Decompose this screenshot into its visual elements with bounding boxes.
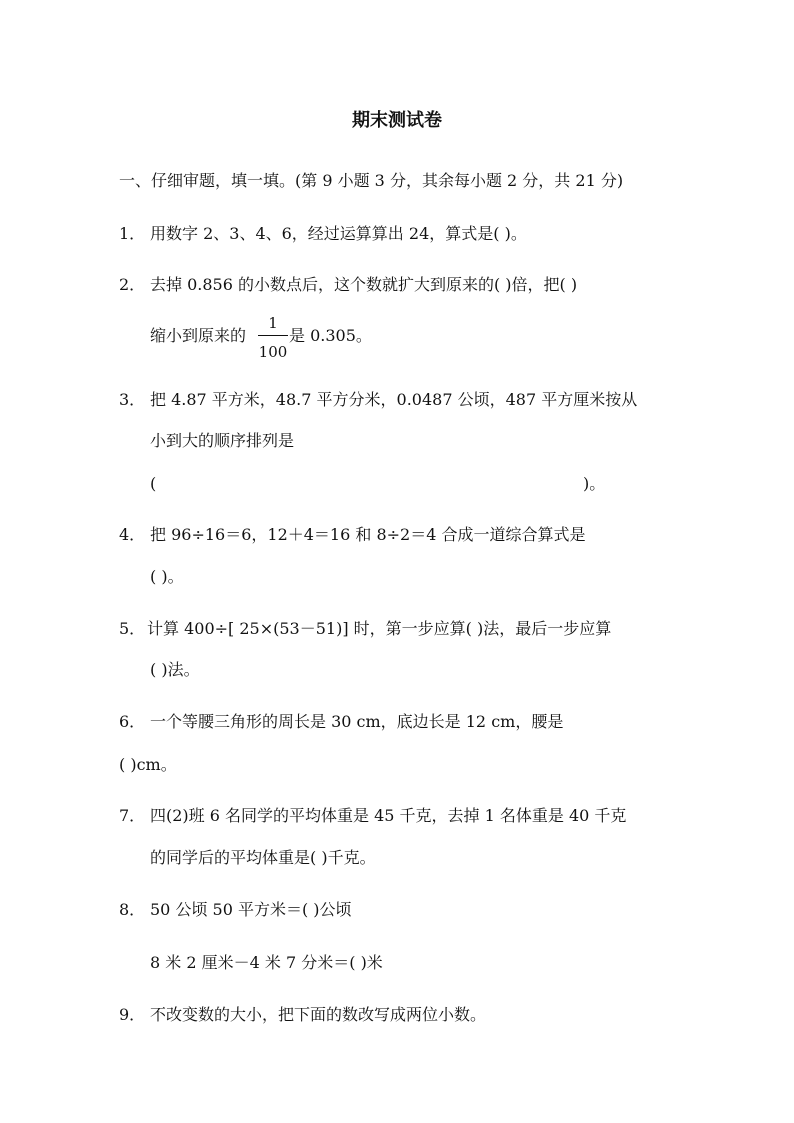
question-text: ( )。 <box>150 567 184 586</box>
question-text: 把 4.87 平方米，48.7 平方分米，0.0487 公顷，487 平方厘米按从 <box>150 390 638 409</box>
question-text: 四(2)班 6 名同学的平均体重是 45 千克，去掉 1 名体重是 40 千克 <box>150 806 627 825</box>
question-text: 一个等腰三角形的周长是 30 cm，底边长是 12 cm，腰是 <box>150 712 564 731</box>
question-text: 的同学后的平均体重是( )千克。 <box>150 848 376 867</box>
question-text: 把 96÷16＝6，12＋4＝16 和 8÷2＝4 合成一道综合算式是 <box>150 525 586 544</box>
question-text: 小到大的顺序排列是 <box>150 431 295 450</box>
question-number: 6． <box>119 712 146 731</box>
question-number: 8． <box>119 900 146 919</box>
question-number: 9． <box>119 1005 146 1024</box>
question-text: 计算 400÷[ 25×(53－51)] 时，第一步应算( )法，最后一步应算 <box>147 619 612 638</box>
question-text: ( )法。 <box>150 660 200 679</box>
question-text: 50 公顷 50 平方米＝( )公顷 <box>150 900 352 919</box>
question-text: 缩小到原来的 <box>150 326 247 345</box>
question-number: 7． <box>119 806 146 825</box>
question-text: ( )cm。 <box>119 755 177 774</box>
fraction-denominator: 100 <box>258 343 288 361</box>
question-number: 2． <box>119 275 146 294</box>
question-text: 去掉 0.856 的小数点后，这个数就扩大到原来的( )倍，把( ) <box>150 275 578 294</box>
fraction-bar <box>258 335 288 336</box>
question-text: 是 0.305。 <box>289 326 372 345</box>
answer-close-paren: )。 <box>583 474 606 493</box>
section-header: 一、仔细审题，填一填。(第 9 小题 3 分，其余每小题 2 分，共 21 分) <box>119 171 624 190</box>
fraction-numerator: 1 <box>268 314 278 332</box>
question-number: 1． <box>119 224 146 243</box>
question-number: 4． <box>119 525 146 544</box>
question-text: 用数字 2、3、4、6，经过运算算出 24，算式是( )。 <box>150 224 527 243</box>
question-text: 不改变数的大小，把下面的数改写成两位小数。 <box>150 1005 487 1024</box>
question-text: 8 米 2 厘米－4 米 7 分米＝( )米 <box>150 953 383 972</box>
question-number: 5． <box>119 619 146 638</box>
exam-title: 期末测试卷 <box>352 110 442 131</box>
answer-open-paren: ( <box>150 474 157 493</box>
question-number: 3． <box>119 390 146 409</box>
